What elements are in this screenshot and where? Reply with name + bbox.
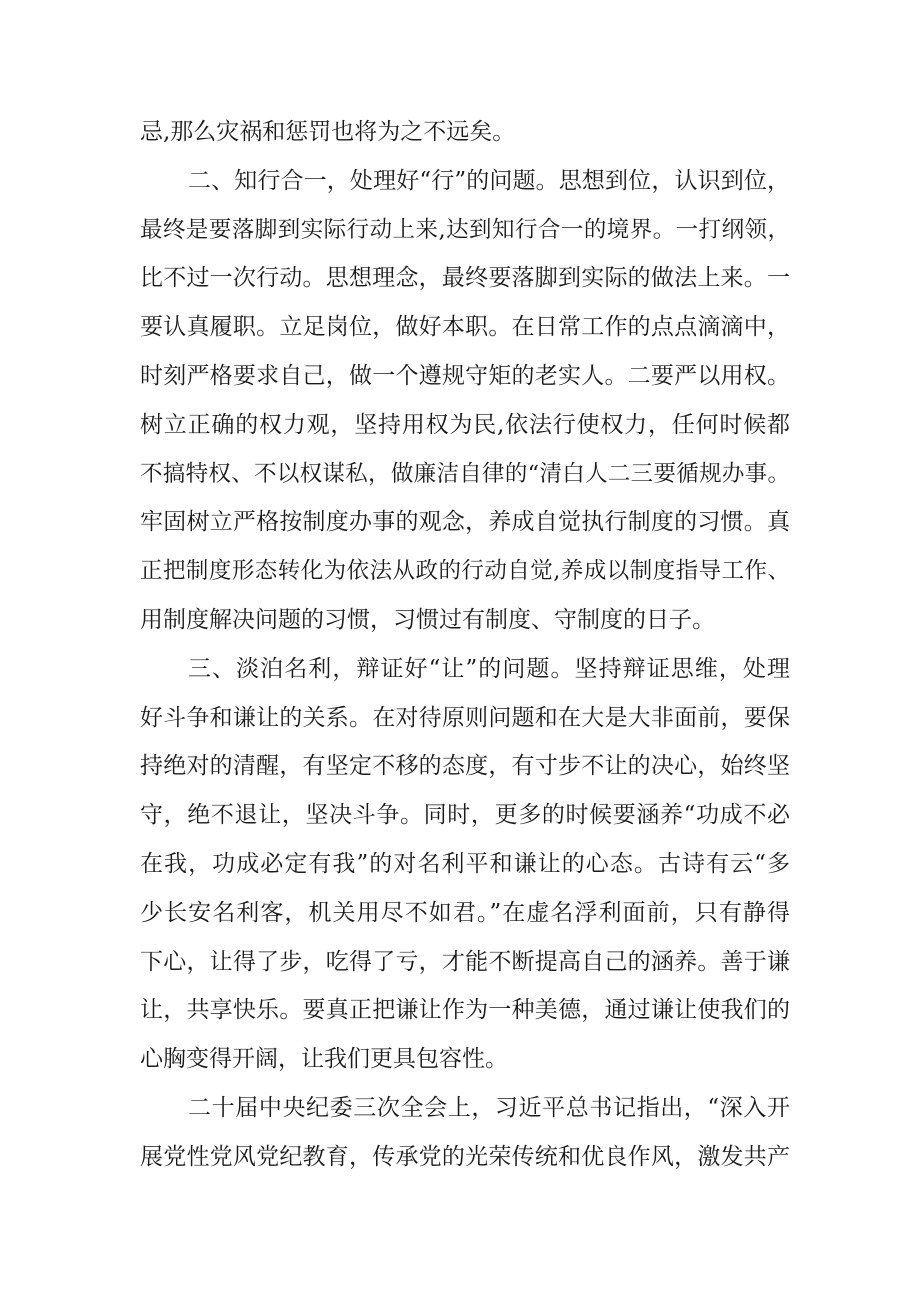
text-line: 心胸变得开阔，让我们更具包容性。 [140, 1046, 508, 1073]
text-line: 好斗争和谦让的关系。在对待原则问题和在大是大非面前，要保 [140, 704, 790, 731]
text-line: 下心，让得了步，吃得了亏，才能不断提高自己的涵养。善于谦 [140, 948, 790, 975]
text-line: 时刻严格要求自己，做一个遵规守矩的老实人。二要严以用权。 [140, 362, 790, 389]
body-text [140, 108, 790, 1182]
text-line: 在我，功成必定有我”的对名利平和谦让的心态。古诗有云“多 [140, 850, 790, 877]
text-line: 最终是要落脚到实际行动上来,达到知行合一的境界。一打纲领， [140, 216, 790, 243]
paragraph-heading-line: 三、淡泊名利，辩证好“让”的问题。坚持辩证思维，处理 [188, 655, 790, 682]
text-line: 比不过一次行动。思想理念，最终要落脚到实际的做法上来。一 [140, 265, 790, 292]
text-line: 忌,那么灾祸和惩罚也将为之不远矣。 [140, 119, 516, 145]
paragraph-heading-line: 二、知行合一，处理好“行”的问题。思想到位，认识到位， [188, 167, 790, 194]
text-line: 展党性党风党纪教育，传承党的光荣传统和优良作风，激发共产 [140, 1143, 790, 1170]
paragraph-first-line: 二十届中央纪委三次全会上，习近平总书记指出，“深入开 [188, 1094, 790, 1121]
text-line: 不搞特权、不以权谋私，做廉洁自律的“清白人二三要循规办事。 [140, 460, 790, 487]
text-line: 树立正确的权力观，坚持用权为民,依法行使权力，任何时候都 [140, 411, 790, 438]
text-line: 正把制度形态转化为依法从政的行动自觉,养成以制度指导工作、 [140, 558, 790, 585]
text-line: 牢固树立严格按制度办事的观念，养成自觉执行制度的习惯。真 [140, 509, 790, 536]
text-line: 持绝对的清醒，有坚定不移的态度，有寸步不让的决心，始终坚 [140, 753, 790, 780]
text-line: 用制度解决问题的习惯，习惯过有制度、守制度的日子。 [140, 606, 715, 633]
text-line: 让，共享快乐。要真正把谦让作为一种美德，通过谦让使我们的 [140, 997, 790, 1024]
text-line: 少长安名利客，机关用尽不如君。”在虚名浮利面前，只有静得 [140, 899, 790, 926]
text-line: 要认真履职。立足岗位，做好本职。在日常工作的点点滴滴中， [140, 314, 790, 341]
text-line: 守，绝不退让，坚决斗争。同时，更多的时候要涵养“功成不必 [140, 802, 790, 829]
